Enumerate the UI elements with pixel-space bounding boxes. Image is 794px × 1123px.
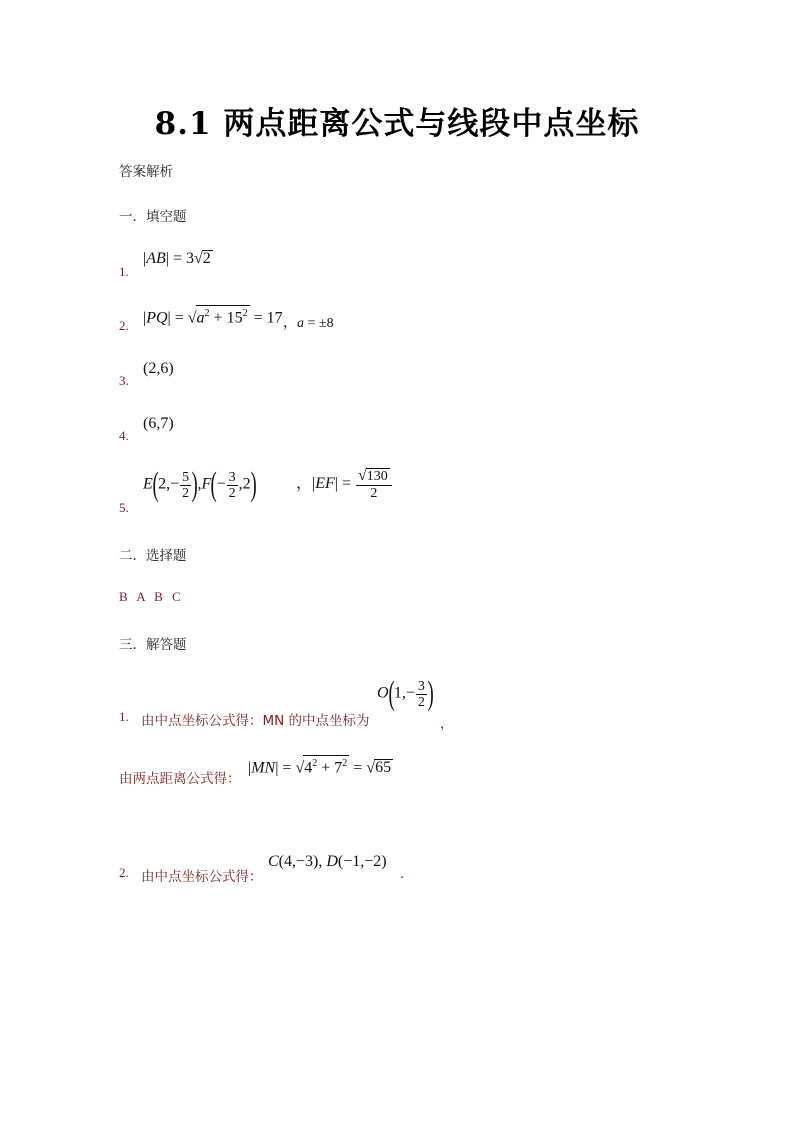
fill-item-2-answer: $|PQ| = √a^2 + 15^2 = 17$ — [143, 305, 283, 327]
solve-item-1-midpoint: O(1,− $\frac{3}{2}$ ) — [377, 675, 434, 712]
fill-item-3-answer: (2,6) — [143, 360, 174, 377]
page-title: 8.1 两点距离公式与线段中点坐标 — [154, 106, 640, 142]
fill-item-5-number: 5. — [119, 500, 129, 515]
fill-item-2-tail: ，a = ±8 — [283, 316, 334, 331]
section-3-heading: 三．解答题 — [119, 637, 187, 653]
fill-item-1-number: 1. — [119, 264, 129, 279]
solve-item-1-distance: $|MN| = √4^2 + 7^2 = √65$ — [248, 755, 393, 777]
solve-item-1-comma: ， — [440, 716, 454, 732]
fill-item-4-answer: (6,7) — [143, 415, 174, 432]
solve-item-1-text: 由中点坐标公式得：MN 的中点坐标为 — [141, 713, 370, 729]
fill-item-3-number: 3. — [119, 373, 129, 388]
section-1-heading: 一．填空题 — [119, 209, 187, 225]
fill-item-2-number: 2. — [119, 318, 129, 333]
fill-item-1-answer: |AB| = 3√2 — [143, 250, 211, 267]
solve-item-2-period: . — [400, 866, 405, 882]
solve-item-1-number: 1. — [119, 709, 129, 724]
section-2-heading: 二．选择题 — [119, 548, 187, 564]
solve-item-1-line2-text: 由两点距离公式得： — [119, 771, 241, 787]
choice-answers: B A B C — [119, 589, 181, 604]
answer-header: 答案解析 — [119, 164, 173, 180]
solve-item-2-points: C(4,−3), D(−1,−2) — [268, 853, 387, 870]
solve-item-2-number: 2. — [119, 865, 129, 880]
fill-item-4-number: 4. — [119, 428, 129, 443]
fill-item-5-tail: ，|EF| = $\frac{√130}{2}$ — [296, 468, 393, 501]
fill-item-5-answer: E(2,− $\frac{5}{2}$ ),F(− $\frac{3}{2}$ ,2) — [143, 466, 257, 503]
solve-item-2-text: 由中点坐标公式得： — [141, 869, 263, 885]
